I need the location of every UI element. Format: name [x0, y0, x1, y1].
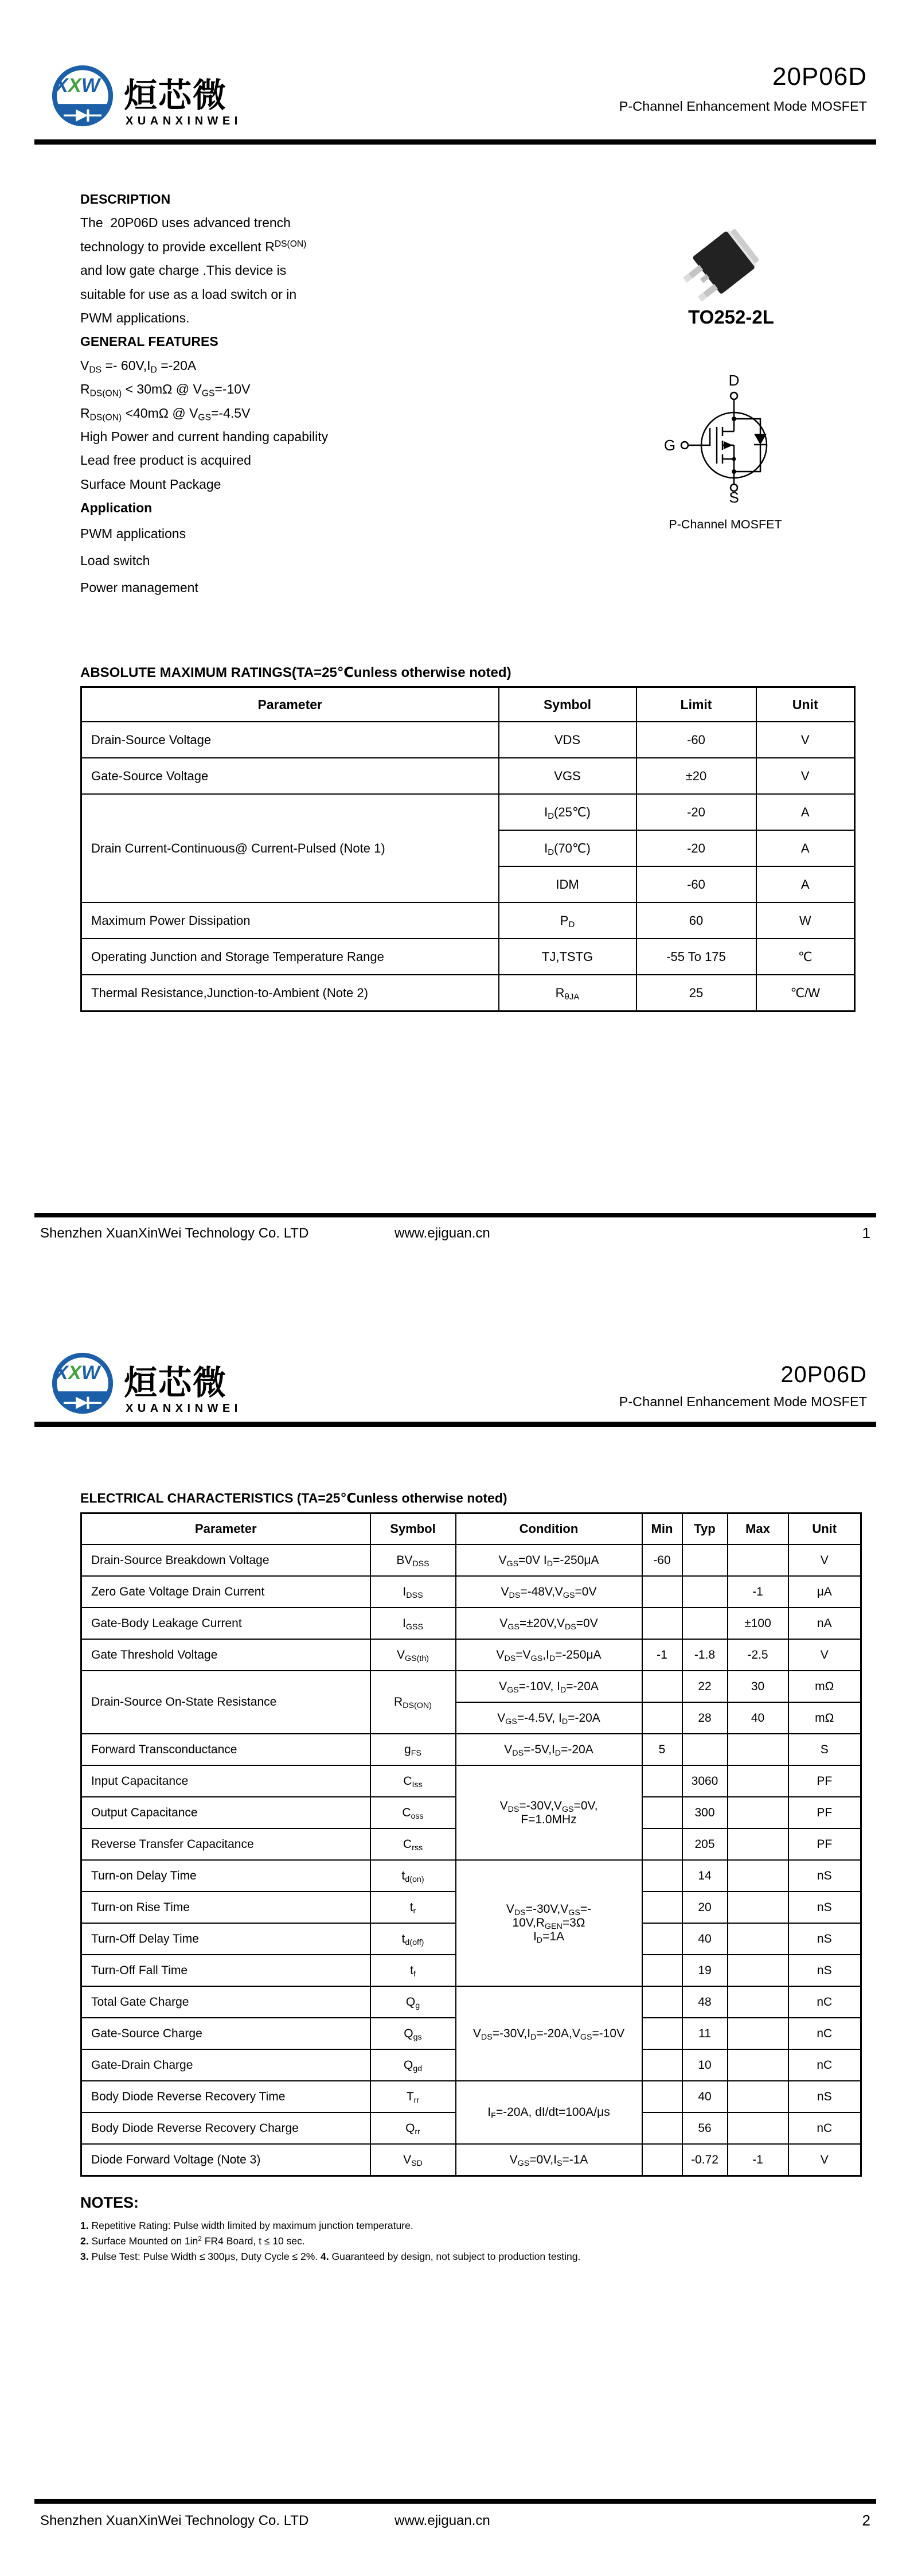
cell-typ: -0.72: [682, 2144, 728, 2176]
table-row: [81, 1671, 861, 1702]
cell-param: Body Diode Reverse Recovery Time: [81, 2081, 370, 2112]
table-row: [81, 902, 855, 939]
table-row: [81, 794, 855, 830]
cell-unit: μA: [788, 1576, 861, 1608]
table-row: [81, 1734, 861, 1765]
cell-unit: V: [756, 722, 855, 758]
cell-symbol: $g_{FS}$: [370, 1734, 456, 1765]
cell-symbol: $I_D(70℃)$: [499, 830, 636, 866]
description-section: [80, 188, 528, 601]
table-row: [81, 2144, 861, 2176]
cell-symbol: $I_{GSS}$: [370, 1608, 456, 1639]
cell-param: Gate-Body Leakage Current: [81, 1608, 370, 1639]
abs-max-table: [80, 686, 856, 1012]
package-label: TO252-2L: [688, 306, 774, 328]
cell-typ: 14: [682, 1860, 728, 1892]
cell-max: 30: [728, 1671, 788, 1702]
cell-min: [642, 1765, 682, 1797]
table-row: [81, 1986, 861, 2018]
table-row: [81, 1860, 861, 1892]
cell-typ: [682, 1608, 728, 1639]
cell-min: [642, 2018, 682, 2049]
cell-unit: nC: [788, 2018, 861, 2049]
col-parameter: Parameter: [81, 687, 499, 722]
description-line: PWM applications.: [80, 310, 190, 326]
page-number: 2: [862, 2512, 870, 2529]
mosfet-symbol: [648, 372, 803, 507]
cell-min: [642, 1797, 682, 1828]
cell-typ: 28: [682, 1702, 728, 1734]
col-condition: Condition: [456, 1513, 642, 1545]
cell-unit: nS: [788, 1923, 861, 1955]
cell-min: [642, 1576, 682, 1608]
cell-unit: V: [788, 1544, 861, 1576]
cell-symbol: $V_{SD}$: [370, 2144, 456, 2176]
cell-max: -1: [728, 1576, 788, 1608]
cell-symbol: $P_D$: [499, 902, 636, 939]
cell-min: [642, 1860, 682, 1892]
cell-unit: A: [756, 866, 855, 902]
cell-param: Drain-Source On-State Resistance: [81, 1671, 370, 1734]
header-rule: [34, 139, 876, 145]
pin-label-s: S: [729, 489, 739, 504]
cell-typ: 19: [682, 1955, 728, 1986]
cell-param: Gate-Source Voltage: [81, 758, 499, 794]
cell-symbol: $I_{DSS}$: [370, 1576, 456, 1608]
cell-typ: 22: [682, 1671, 728, 1702]
cell-limit: ±20: [636, 758, 756, 794]
cell-symbol: $t_f$: [370, 1955, 456, 1986]
description-line: technology to provide excellent $R^{DS(ON)}$: [80, 239, 307, 254]
cell-symbol: $Q_{rr}$: [370, 2112, 456, 2144]
cell-unit: A: [756, 830, 855, 866]
cell-unit: PF: [788, 1797, 861, 1828]
cell-typ: 40: [682, 2081, 728, 2112]
cell-max: [728, 1860, 788, 1892]
part-number: 20P06D: [772, 63, 867, 91]
col-typ: Typ: [682, 1513, 728, 1545]
cell-unit: ℃/W: [756, 975, 855, 1011]
cell-param: Output Capacitance: [81, 1797, 370, 1828]
feature-item: Lead free product is acquired: [80, 453, 251, 468]
footer-rule: [34, 1213, 876, 1217]
logo-letter: X: [55, 1362, 68, 1384]
col-parameter: Parameter: [81, 1513, 370, 1545]
cell-unit: mΩ: [788, 1671, 861, 1702]
table-header-row: [81, 1513, 861, 1545]
header-rule: [34, 1422, 876, 1427]
cell-param: Gate Threshold Voltage: [81, 1639, 370, 1671]
cell-min: [642, 1923, 682, 1955]
cell-max: [728, 2081, 788, 2112]
cell-typ: 3060: [682, 1765, 728, 1797]
cell-max: 40: [728, 1702, 788, 1734]
pin-label-g: G: [663, 437, 676, 454]
footer-company: Shenzhen XuanXinWei Technology Co. LTD: [40, 2513, 309, 2528]
cell-symbol: $t_{d(off)}$: [370, 1923, 456, 1955]
cell-symbol: $C_{rss}$: [370, 1828, 456, 1860]
table-row: [81, 1608, 861, 1639]
cell-unit: ℃: [756, 939, 855, 975]
cell-symbol: $R_{\theta JA}$: [499, 975, 636, 1011]
table-row: [81, 1576, 861, 1608]
cell-unit: PF: [788, 1828, 861, 1860]
cell-symbol: $C_{oss}$: [370, 1797, 456, 1828]
feature-item: $R_{DS(ON)} < 30m\Omega$ @ $V_{GS}=-10V$: [80, 382, 251, 399]
cell-max: [728, 1892, 788, 1923]
cell-param: Turn-on Delay Time: [81, 1860, 370, 1892]
cell-typ: [682, 1576, 728, 1608]
logo-letter: X: [68, 75, 81, 96]
note-item: 1. Repetitive Rating: Pulse width limited by maximum junction temperature.: [80, 2220, 413, 2231]
footer-rule: [34, 2499, 876, 2504]
table-row: [81, 975, 855, 1011]
cell-min: [642, 2081, 682, 2112]
table-row: [81, 758, 855, 794]
footer-website: www.ejiguan.cn: [395, 1225, 490, 1241]
cell-limit: 25: [636, 975, 756, 1011]
cell-min: [642, 1828, 682, 1860]
cell-param: Thermal Resistance,Junction-to-Ambient (Note 2): [81, 975, 499, 1011]
cell-param: Drain Current-Continuous@ Current-Pulsed (Note 1): [81, 794, 499, 902]
cell-param: Drain-Source Breakdown Voltage: [81, 1544, 370, 1576]
cell-max: -1: [728, 2144, 788, 2176]
cell-cond: $V_{GS}=0V$ $I_D=-250\mu A$: [456, 1544, 642, 1576]
note-item: 3. Pulse Test: Pulse Width ≤ 300μs, Duty Cycle ≤ 2%. 4. Guaranteed by design, not subject to production testing.: [80, 2251, 581, 2262]
cell-min: [642, 2112, 682, 2144]
package-photo: [682, 223, 768, 320]
cell-symbol: $V_{GS(th)}$: [370, 1639, 456, 1671]
cell-param: Diode Forward Voltage (Note 3): [81, 2144, 370, 2176]
cell-max: [728, 1797, 788, 1828]
cell-limit: -60: [636, 866, 756, 902]
cell-typ: 40: [682, 1923, 728, 1955]
cell-max: [728, 2112, 788, 2144]
cell-min: [642, 1608, 682, 1639]
col-min: Min: [642, 1513, 682, 1545]
cell-param: Turn-Off Delay Time: [81, 1923, 370, 1955]
cell-min: [642, 1955, 682, 1986]
cell-unit: nC: [788, 2049, 861, 2081]
cell-symbol: $t_r$: [370, 1892, 456, 1923]
elec-title: ELECTRICAL CHARACTERISTICS (TA=25℃unless otherwise noted): [80, 1491, 507, 1505]
doc-subtitle: P-Channel Enhancement Mode MOSFET: [619, 1394, 867, 1409]
notes-heading: NOTES:: [80, 2194, 139, 2211]
cell-unit: nS: [788, 1892, 861, 1923]
cell-param: Input Capacitance: [81, 1765, 370, 1797]
pin-label-d: D: [728, 372, 740, 389]
cell-min: [642, 2049, 682, 2081]
cell-limit: 60: [636, 902, 756, 939]
cell-typ: -1.8: [682, 1639, 728, 1671]
cell-unit: PF: [788, 1765, 861, 1797]
cell-unit: S: [788, 1734, 861, 1765]
cell-max: [728, 1544, 788, 1576]
cell-symbol: $Q_{gs}$: [370, 2018, 456, 2049]
cell-unit: nC: [788, 2112, 861, 2144]
cell-max: -2.5: [728, 1639, 788, 1671]
application-item: Load switch: [80, 552, 150, 568]
abs-max-title: ABSOLUTE MAXIMUM RATINGS(TA=25℃unless otherwise noted): [80, 665, 511, 680]
table-row: [81, 1765, 861, 1797]
cell-param: Drain-Source Voltage: [81, 722, 499, 758]
cell-unit: nA: [788, 1608, 861, 1639]
col-symbol: Symbol: [499, 687, 636, 722]
footer-company: Shenzhen XuanXinWei Technology Co. LTD: [40, 1225, 309, 1241]
feature-item: High Power and current handing capability: [80, 429, 329, 445]
cell-param: Reverse Transfer Capacitance: [81, 1828, 370, 1860]
table-row: [81, 1544, 861, 1576]
col-unit: Unit: [756, 687, 855, 722]
cell-param: Body Diode Reverse Recovery Charge: [81, 2112, 370, 2144]
cell-cond: $V_{DS}=-30V,I_D=-20A,V_{GS}=-10V$: [456, 1986, 642, 2081]
table-header-row: [81, 687, 855, 722]
note-item: 2. Surface Mounted on $1in^2$ FR4 Board, t ≤ 10 sec.: [80, 2235, 305, 2247]
table-row: [81, 1639, 861, 1671]
cell-param: Turn-on Rise Time: [81, 1892, 370, 1923]
cell-min: [642, 1702, 682, 1734]
application-heading: Application: [80, 500, 153, 516]
cell-param: Gate-Source Charge: [81, 2018, 370, 2049]
page-number: 1: [862, 1224, 870, 1242]
cell-cond: $V_{GS}=0V,I_S=-1A$: [456, 2144, 642, 2176]
cell-min: [642, 1671, 682, 1702]
table-row: [81, 722, 855, 758]
cell-symbol: $R_{DS(ON)}$: [370, 1671, 456, 1734]
cell-cond: $V_{GS}=-4.5V$, $I_D=-20A$: [456, 1702, 642, 1734]
cell-typ: 48: [682, 1986, 728, 2018]
cell-symbol: $BV_{DSS}$: [370, 1544, 456, 1576]
cell-max: ±100: [728, 1608, 788, 1639]
table-row: [81, 2081, 861, 2112]
feature-item: $R_{DS(ON)} <40m\Omega$ @ $V_{GS}=-4.5V$: [80, 405, 251, 423]
cell-min: [642, 1986, 682, 2018]
cell-max: [728, 1828, 788, 1860]
features-heading: GENERAL FEATURES: [80, 334, 218, 349]
cell-unit: V: [788, 2144, 861, 2176]
cell-param: Forward Transconductance: [81, 1734, 370, 1765]
cell-symbol: $I_D(25℃)$: [499, 794, 636, 830]
cell-max: [728, 1734, 788, 1765]
cell-param: Maximum Power Dissipation: [81, 902, 499, 939]
cell-symbol: $Q_{gd}$: [370, 2049, 456, 2081]
cell-typ: 56: [682, 2112, 728, 2144]
cell-typ: 10: [682, 2049, 728, 2081]
cell-min: 5: [642, 1734, 682, 1765]
cell-param: Turn-Off Fall Time: [81, 1955, 370, 1986]
description-line: The 20P06D uses advanced trench: [80, 215, 291, 231]
cell-max: [728, 2018, 788, 2049]
symbol-caption: P-Channel MOSFET: [669, 517, 782, 531]
cell-max: [728, 1923, 788, 1955]
cell-max: [728, 1955, 788, 1986]
cell-max: [728, 2049, 788, 2081]
brand-name-cn: 烜芯微: [124, 77, 228, 114]
company-logo-icon: [49, 1349, 116, 1417]
cell-unit: mΩ: [788, 1702, 861, 1734]
cell-unit: A: [756, 794, 855, 830]
description-line: suitable for use as a load switch or in: [80, 286, 297, 302]
cell-cond: $I_F=-20A$, dI/dt=100A/μs: [456, 2081, 642, 2144]
cell-unit: V: [756, 758, 855, 794]
cell-cond: $V_{GS}=\pm 20V,V_{DS}=0V$: [456, 1608, 642, 1639]
cell-cond: $V_{DS}=-48V,V_{GS}=0V$: [456, 1576, 642, 1608]
cell-unit: nS: [788, 1860, 861, 1892]
cell-cond: $V_{DS}=-30V,V_{GS}=-$ $10V,R_{GEN}=3\Omega$ $I_D=1A$: [456, 1860, 642, 1986]
logo-letter: X: [68, 1362, 81, 1384]
cell-limit: -20: [636, 794, 756, 830]
cell-unit: nC: [788, 1986, 861, 2018]
table-row: [81, 939, 855, 975]
cell-cond: $V_{DS}=-5V,I_D=-20A$: [456, 1734, 642, 1765]
cell-max: [728, 1765, 788, 1797]
cell-typ: 20: [682, 1892, 728, 1923]
cell-param: Gate-Drain Charge: [81, 2049, 370, 2081]
cell-symbol: VDS: [499, 722, 636, 758]
notes-list: [80, 2218, 826, 2264]
cell-unit: V: [788, 1639, 861, 1671]
doc-subtitle: P-Channel Enhancement Mode MOSFET: [619, 99, 867, 114]
cell-symbol: $T_{rr}$: [370, 2081, 456, 2112]
cell-min: [642, 2144, 682, 2176]
brand-name-cn: 烜芯微: [124, 1364, 228, 1402]
cell-param: Total Gate Charge: [81, 1986, 370, 2018]
cell-cond: $V_{GS}=-10V$, $I_D=-20A$: [456, 1671, 642, 1702]
cell-max: [728, 1986, 788, 2018]
cell-typ: 205: [682, 1828, 728, 1860]
cell-min: [642, 1892, 682, 1923]
company-logo-icon: [49, 62, 116, 130]
cell-unit: W: [756, 902, 855, 939]
description-heading: DESCRIPTION: [80, 192, 171, 207]
elec-table: [80, 1512, 862, 2177]
logo-letter: X: [55, 75, 68, 96]
cell-typ: 11: [682, 2018, 728, 2049]
cell-typ: [682, 1544, 728, 1576]
cell-symbol: $C_{Iss}$: [370, 1765, 456, 1797]
cell-limit: -20: [636, 830, 756, 866]
cell-cond: $V_{DS}=-30V,V_{GS}=0V$, F=1.0MHz: [456, 1765, 642, 1860]
cell-unit: nS: [788, 1955, 861, 1986]
cell-symbol: IDM: [499, 866, 636, 902]
brand-name-en: XUANXINWEI: [126, 1402, 242, 1415]
col-symbol: Symbol: [370, 1513, 456, 1545]
part-number: 20P06D: [780, 1362, 867, 1387]
cell-limit: -60: [636, 722, 756, 758]
cell-limit: -55 To 175: [636, 939, 756, 975]
col-limit: Limit: [636, 687, 756, 722]
cell-typ: 300: [682, 1797, 728, 1828]
application-item: PWM applications: [80, 526, 186, 541]
col-max: Max: [728, 1513, 788, 1545]
logo-letter: W: [81, 1362, 100, 1384]
cell-param: Operating Junction and Storage Temperature Range: [81, 939, 499, 975]
cell-symbol: VGS: [499, 758, 636, 794]
cell-min: -1: [642, 1639, 682, 1671]
cell-cond: $V_{DS}=V_{GS},I_D=-250\mu A$: [456, 1639, 642, 1671]
description-line: and low gate charge .This device is: [80, 263, 287, 278]
feature-item: $V_{DS} =- 60V,I_D =-20A$: [80, 357, 197, 375]
feature-item: Surface Mount Package: [80, 476, 221, 492]
col-unit: Unit: [788, 1513, 861, 1545]
application-item: Power management: [80, 579, 198, 595]
cell-min: -60: [642, 1544, 682, 1576]
cell-param: Zero Gate Voltage Drain Current: [81, 1576, 370, 1608]
cell-symbol: $t_{d(on)}$: [370, 1860, 456, 1892]
cell-symbol: $Q_g$: [370, 1986, 456, 2018]
cell-unit: nS: [788, 2081, 861, 2112]
brand-name-en: XUANXINWEI: [126, 115, 242, 127]
cell-typ: [682, 1734, 728, 1765]
logo-letter: W: [81, 75, 100, 96]
footer-website: www.ejiguan.cn: [395, 2513, 490, 2528]
cell-symbol: TJ,TSTG: [499, 939, 636, 975]
